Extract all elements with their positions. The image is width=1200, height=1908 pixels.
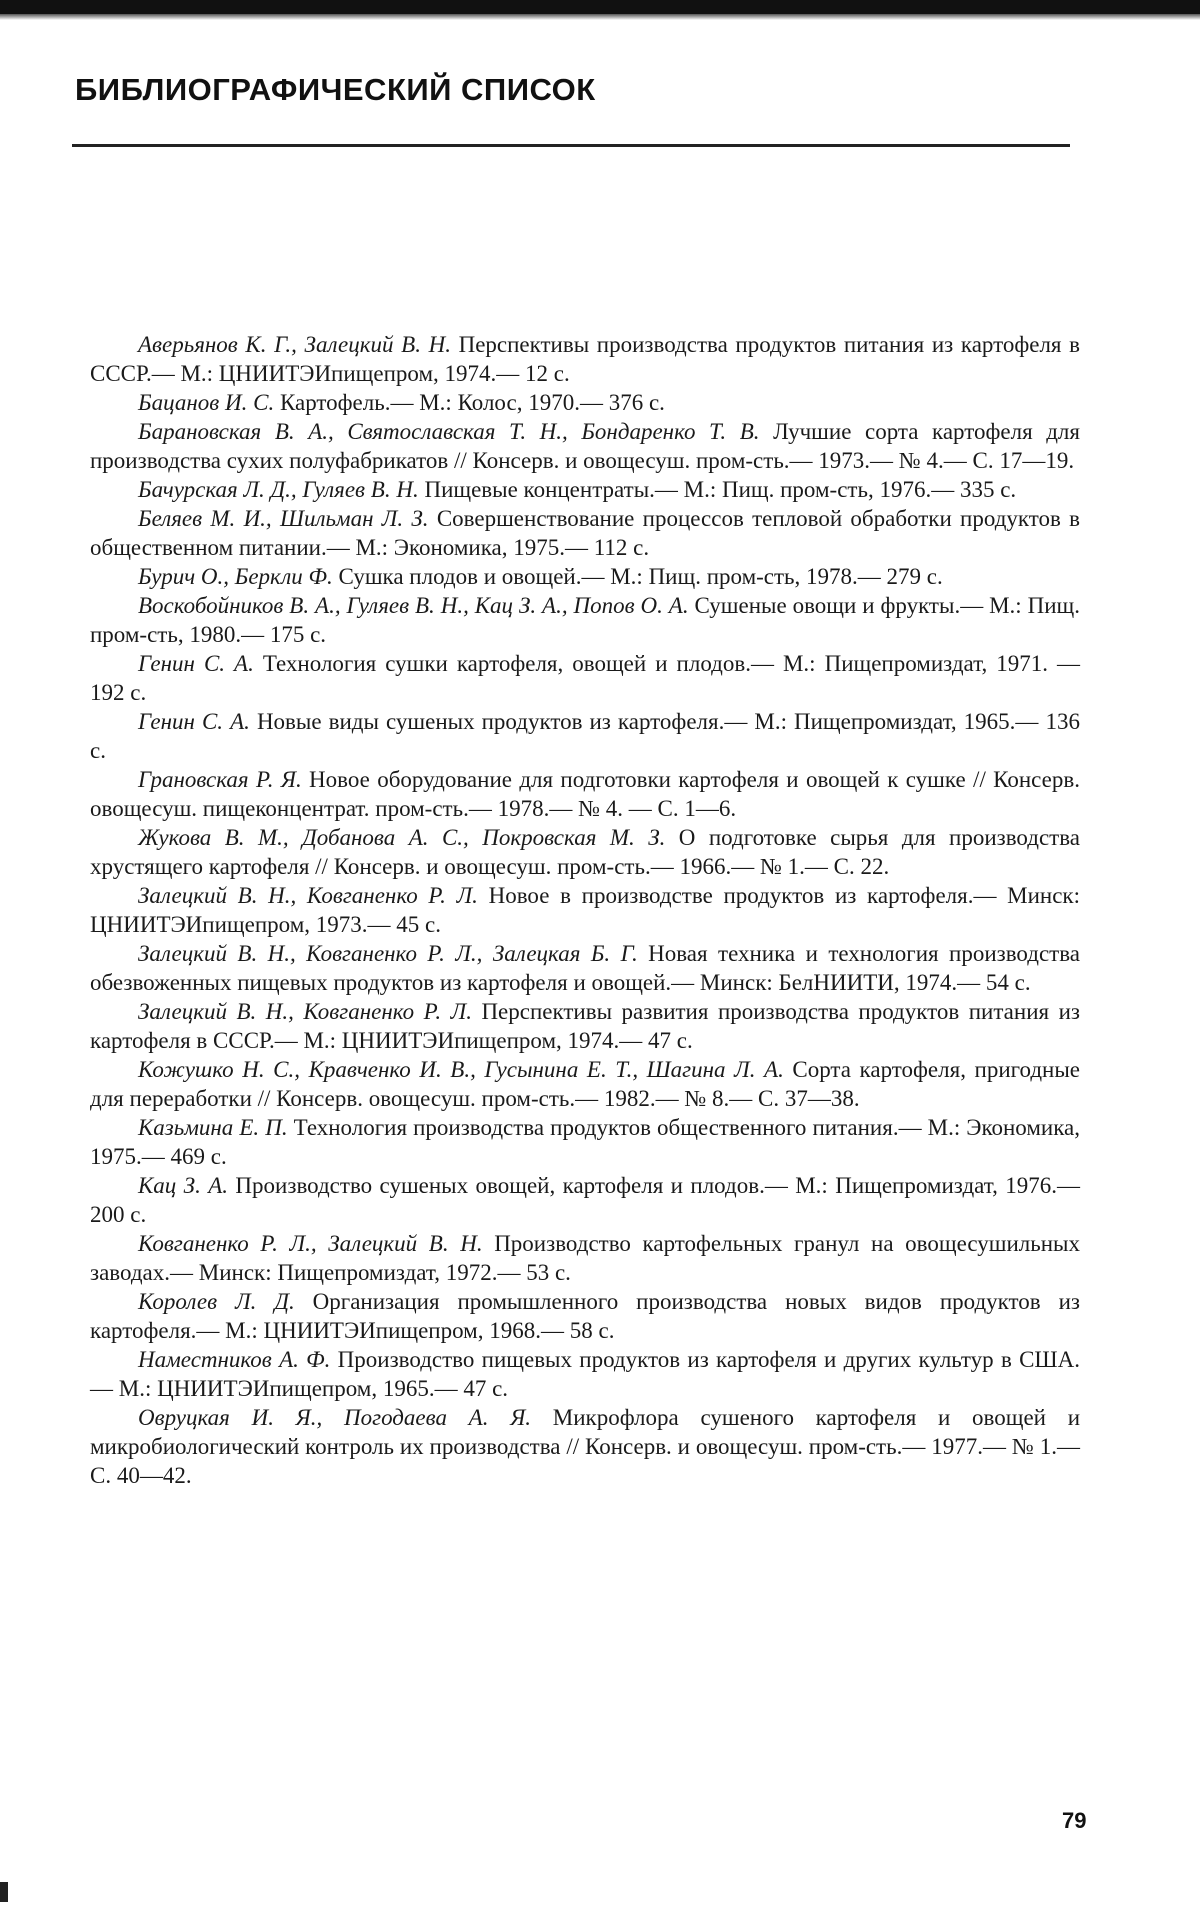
entry-authors: Залецкий В. Н., Ковганенко Р. Л., Залецкая Б. Г. bbox=[138, 941, 638, 966]
top-border-bar bbox=[0, 0, 1200, 14]
entry-authors: Казьмина Е. П. bbox=[138, 1115, 288, 1140]
page-number: 79 bbox=[1062, 1808, 1087, 1833]
entry-authors: Ковганенко Р. Л., Залецкий В. Н. bbox=[138, 1231, 483, 1256]
entry-authors: Залецкий В. Н., Ковганенко Р. Л. bbox=[138, 883, 478, 908]
bibliography-entry bbox=[90, 504, 1080, 562]
entry-text: Новые виды сушеных продуктов из картофеля.— М.: Пищепромиздат, 1965.— 136 с. bbox=[90, 709, 1080, 763]
bibliography-entry bbox=[90, 997, 1080, 1055]
entry-authors: Бачурская Л. Д., Гуляев В. Н. bbox=[138, 477, 419, 502]
entry-text: Сушеные овощи и фрукты.— М.: Пищ. пром-сть, 1980.— 175 с. bbox=[90, 593, 1081, 647]
entry-text: Пищевые концентраты.— М.: Пищ. пром-сть, 1976.— 335 с. bbox=[418, 477, 1017, 502]
page-title: БИБЛИОГРАФИЧЕСКИЙ СПИСОК bbox=[75, 72, 596, 107]
title-divider bbox=[72, 144, 1070, 147]
entry-text: Картофель.— М.: Колос, 1970.— 376 с. bbox=[274, 390, 665, 415]
entry-text: Организация промышленного производства новых видов продуктов из картофеля.— М.: ЦНИИТЭИпищепром, 1968.— 58 с. bbox=[90, 1289, 1080, 1343]
entry-text: Производство пищевых продуктов из картофеля и других культур в США.— М.: ЦНИИТЭИпищепром, 1965.— 47 с. bbox=[90, 1347, 1080, 1401]
entry-authors: Королев Л. Д. bbox=[138, 1289, 295, 1314]
entry-text: О подготовке сырья для производства хрустящего картофеля // Консерв. и овощесуш. пром-сть.— 1966.— № 1.— С. 22. bbox=[90, 825, 1080, 879]
entry-text: Совершенствование процессов тепловой обработки продуктов в общественном питании.— М.: Экономика, 1975.— 112 с. bbox=[90, 506, 1081, 560]
entry-text: Производство сушеных овощей, картофеля и плодов.— М.: Пищепромиздат, 1976.— 200 с. bbox=[90, 1173, 1080, 1227]
entry-text: Перспективы развития производства продуктов питания из картофеля в СССР.— М.: ЦНИИТЭИпищепром, 1974.— 47 с. bbox=[90, 999, 1080, 1053]
entry-authors: Бацанов И. С. bbox=[138, 390, 275, 415]
bibliography-entry bbox=[90, 823, 1080, 881]
bibliography-list bbox=[90, 330, 1080, 1490]
bibliography-entry bbox=[90, 591, 1080, 649]
bibliography-entry bbox=[90, 1055, 1080, 1113]
entry-text: Микрофлора сушеного картофеля и овощей и микробиологический контроль их производства // Консерв. и овощесуш. пром-сть.— 1977.— № 1.— С. 40—42. bbox=[90, 1405, 1081, 1488]
bibliography-entry bbox=[90, 649, 1080, 707]
entry-text: Новая техника и технология производства обезвоженных пищевых продуктов из картофеля и овощей.— Минск: БелНИИТИ, 1974.— 54 с. bbox=[90, 941, 1080, 995]
entry-authors: Бурич О., Беркли Ф. bbox=[138, 564, 333, 589]
entry-authors: Кожушко Н. С., Кравченко И. В., Гусынина Е. Т., Шагина Л. А. bbox=[138, 1057, 784, 1082]
entry-text: Производство картофельных гранул на овощесушильных заводах.— Минск: Пищепромиздат, 1972.— 53 с. bbox=[90, 1231, 1080, 1285]
bibliography-entry bbox=[90, 1171, 1080, 1229]
bibliography-entry bbox=[90, 707, 1080, 765]
bibliography-entry bbox=[90, 1113, 1080, 1171]
entry-authors: Воскобойников В. А., Гуляев В. Н., Кац З. А., Попов О. А. bbox=[138, 593, 689, 618]
bibliography-entry bbox=[90, 765, 1080, 823]
entry-text: Технология сушки картофеля, овощей и плодов.— М.: Пищепромиздат, 1971. — 192 с. bbox=[90, 651, 1080, 705]
entry-authors: Наместников А. Ф. bbox=[138, 1347, 331, 1372]
entry-authors: Аверьянов К. Г., Залецкий В. Н. bbox=[138, 332, 451, 357]
entry-authors: Залецкий В. Н., Ковганенко Р. Л. bbox=[138, 999, 472, 1024]
bibliography-entry bbox=[90, 330, 1080, 388]
bibliography-entry bbox=[90, 1345, 1080, 1403]
entry-authors: Генин С. А. bbox=[138, 651, 254, 676]
entry-text: Лучшие сорта картофеля для производства сухих полуфабрикатов // Консерв. и овощесуш. пром-сть.— 1973.— № 4.— С. 17—19. bbox=[90, 419, 1080, 473]
entry-text: Перспективы производства продуктов питания из картофеля в СССР.— М.: ЦНИИТЭИпищепром, 1974.— 12 с. bbox=[90, 332, 1081, 386]
entry-authors: Барановская В. А., Святославская Т. Н., Бондаренко Т. В. bbox=[138, 419, 760, 444]
bibliography-entry bbox=[90, 881, 1080, 939]
entry-authors: Жукова В. М., Добанова А. С., Покровская М. З. bbox=[138, 825, 666, 850]
entry-authors: Грановская Р. Я. bbox=[138, 767, 302, 792]
entry-authors: Овруцкая И. Я., Погодаева А. Я. bbox=[138, 1405, 532, 1430]
bibliography-entry bbox=[90, 1403, 1080, 1490]
bibliography-entry bbox=[90, 939, 1080, 997]
entry-authors: Генин С. А. bbox=[138, 709, 250, 734]
bibliography-entry bbox=[90, 1229, 1080, 1287]
entry-text: Сушка плодов и овощей.— М.: Пищ. пром-сть, 1978.— 279 с. bbox=[332, 564, 943, 589]
bibliography-entry bbox=[90, 562, 1080, 591]
bibliography-entry bbox=[90, 1287, 1080, 1345]
bibliography-entry bbox=[90, 475, 1080, 504]
entry-text: Новое оборудование для подготовки картофеля и овощей к сушке // Консерв. овощесуш. пищеконцентрат. пром-сть.— 1978.— № 4. — С. 1—6. bbox=[90, 767, 1080, 821]
bibliography-entry bbox=[90, 388, 1080, 417]
entry-text: Технология производства продуктов общественного питания.— М.: Экономика, 1975.— 469 с. bbox=[90, 1115, 1080, 1169]
entry-text: Сорта картофеля, пригодные для переработки // Консерв. овощесуш. пром-сть.— 1982.— № 8.— С. 37—38. bbox=[90, 1057, 1080, 1111]
bibliography-entry bbox=[90, 417, 1080, 475]
page-edge-mark bbox=[0, 1882, 8, 1902]
entry-authors: Беляев М. И., Шильман Л. З. bbox=[138, 506, 429, 531]
entry-authors: Кац З. А. bbox=[138, 1173, 229, 1198]
entry-text: Новое в производстве продуктов из картофеля.— Минск: ЦНИИТЭИпищепром, 1973.— 45 с. bbox=[90, 883, 1080, 937]
